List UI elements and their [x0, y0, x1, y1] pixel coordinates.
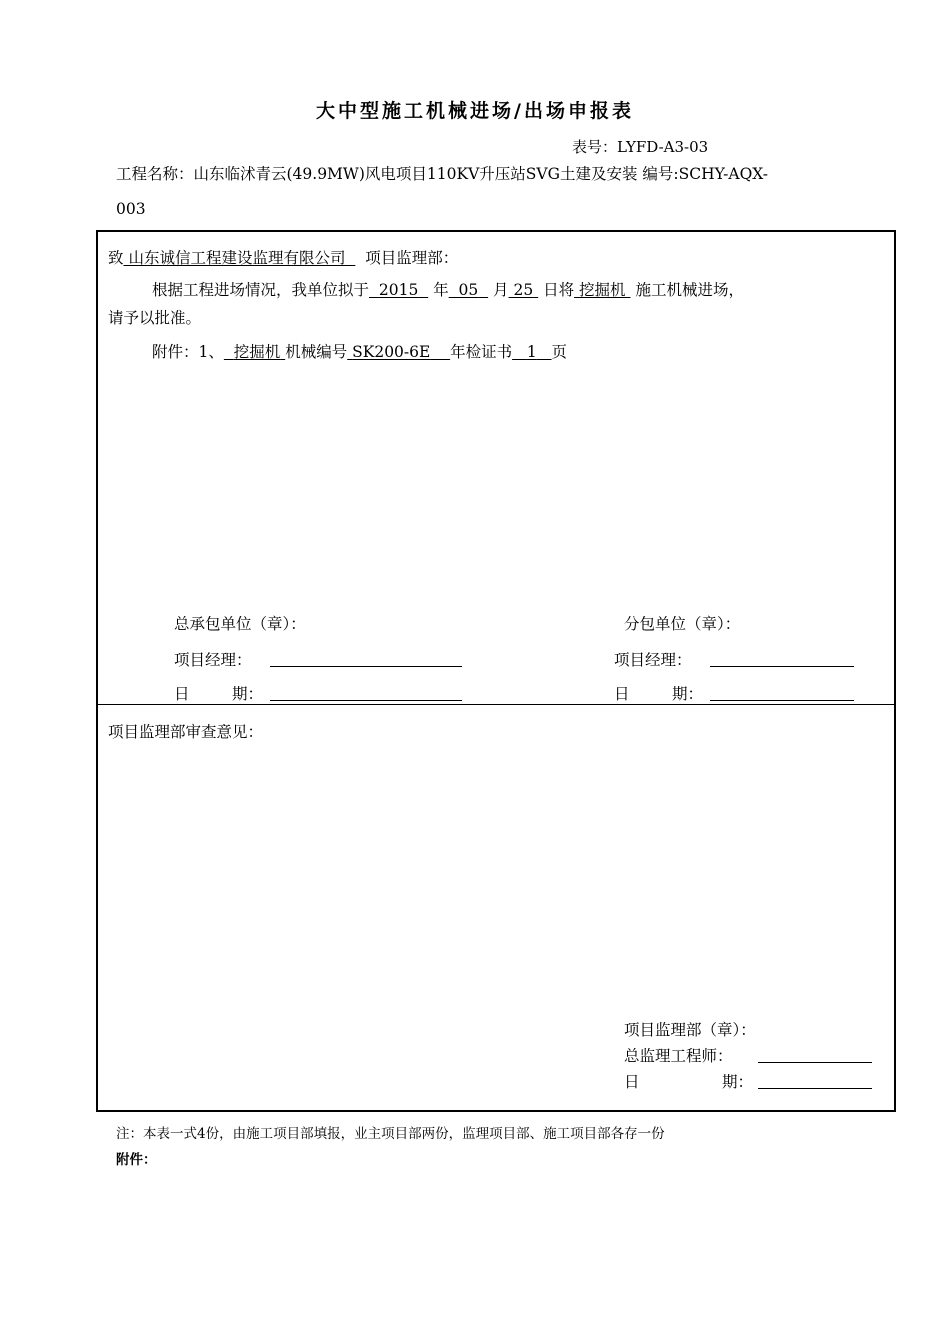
sc-manager-label: 项目经理：	[614, 651, 692, 669]
machine-field[interactable]: 挖掘机	[579, 281, 626, 299]
attach-machine-field[interactable]: 挖掘机	[233, 343, 281, 361]
section-divider	[98, 704, 894, 705]
to-suffix: 项目监理部：	[365, 249, 459, 267]
sc-manager-signature-line[interactable]	[710, 666, 854, 667]
gc-date-label-1: 日	[174, 685, 190, 703]
year-field[interactable]: 2015	[378, 281, 419, 299]
project-name-wrap: 003	[116, 200, 146, 218]
general-contractor-seal: 总承包单位（章）：	[174, 615, 306, 633]
gc-manager-label: 项目经理：	[174, 651, 252, 669]
cert-pages-field[interactable]: 1	[526, 343, 537, 361]
addressee-line	[108, 246, 458, 268]
gc-manager-signature-line[interactable]	[270, 666, 462, 667]
request-line: 根据工程进场情况，我单位拟于 2015 年 05 月 25 日将 挖掘机 施工机械进场，	[152, 281, 744, 299]
attachment-label: 附件：	[116, 1152, 157, 1168]
page-title: 大中型施工机械进场/出场申报表	[316, 100, 634, 122]
request-line-2: 请予以批准。	[108, 309, 202, 327]
sc-date-line[interactable]	[710, 700, 854, 701]
sc-date-label-2: 期：	[672, 685, 704, 703]
review-date-label-2: 期：	[722, 1073, 754, 1091]
review-date-label-1: 日	[624, 1073, 640, 1091]
gc-date-line[interactable]	[270, 700, 462, 701]
supervisor-company-field[interactable]: 山东诚信工程建设监理有限公司	[128, 249, 346, 267]
review-dept-seal: 项目监理部（章）：	[624, 1021, 756, 1039]
attachment-line: 附件：1、 挖掘机 机械编号 SK200-6E 年检证书 1 页	[152, 343, 568, 361]
sc-date-label-1: 日	[614, 685, 630, 703]
chief-engineer-label: 总监理工程师：	[624, 1047, 733, 1065]
day-field[interactable]: 25	[513, 281, 534, 299]
review-heading: 项目监理部审查意见：	[108, 723, 264, 741]
form-number: 表号：LYFD-A3-03	[572, 138, 709, 156]
machine-no-field[interactable]: SK200-6E	[352, 343, 431, 361]
month-field[interactable]: 05	[458, 281, 479, 299]
form-table	[96, 230, 896, 1112]
gc-date-label-2: 期：	[232, 685, 264, 703]
chief-engineer-signature-line[interactable]	[758, 1062, 872, 1063]
footer-note: 注：本表一式4份，由施工项目部填报，业主项目部两份，监理项目部、施工项目部各存一份	[116, 1126, 665, 1142]
review-date-line[interactable]	[758, 1088, 872, 1089]
project-name-line: 工程名称：山东临沭青云(49.9MW)风电项目110KV升压站SVG土建及安装 编号:SCHY-AQX-	[116, 165, 768, 183]
to-prefix: 致	[108, 249, 124, 267]
sub-contractor-seal: 分包单位（章）：	[624, 615, 741, 633]
